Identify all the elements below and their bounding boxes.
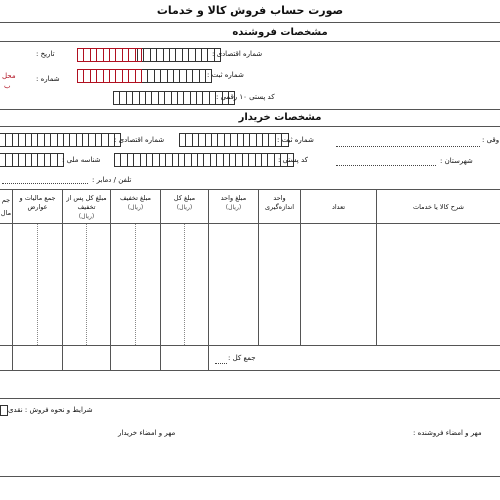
row-guide [135, 224, 136, 345]
buyer-postal-boxes[interactable] [115, 153, 294, 167]
row-guide [86, 224, 87, 345]
cash-checkbox[interactable] [0, 405, 8, 416]
header-final-a: جم [1, 196, 11, 204]
grand-total-line [215, 363, 227, 364]
legal-name-line [336, 146, 480, 147]
buyer-economic-no-label: شماره اقتصادی : [114, 136, 165, 144]
number-boxes[interactable] [78, 69, 142, 83]
row-guide [37, 224, 38, 345]
col-line [160, 189, 161, 370]
buyer-signature-label: مهر و امضاء خریدار [118, 429, 176, 437]
header-unit-price-text: مبلغ واحد [220, 194, 247, 202]
table-header-bottom [0, 223, 500, 224]
table-bottom [0, 370, 500, 371]
divider [0, 109, 500, 110]
currency-label: (ریال) [127, 204, 144, 211]
seller-postal-label: کد پستی ۱۰ رقمی : [216, 93, 275, 101]
col-line [208, 189, 209, 370]
seller-reg-no-label: شماره ثبت : [207, 71, 244, 79]
header-discount-text: مبلغ تخفیف [119, 194, 152, 202]
buyer-national-id-boxes[interactable] [0, 153, 64, 167]
table-body-bottom [0, 345, 500, 346]
date-label: تاریخ : [36, 50, 55, 58]
header-unit: واحد اندازه‌گیری [264, 194, 295, 211]
divider [0, 398, 500, 399]
seller-economic-no-boxes[interactable] [138, 48, 221, 62]
buyer-city-label: شهرستان : [440, 157, 473, 165]
city-line [336, 165, 436, 166]
header-after-discount [63, 194, 110, 221]
buyer-section-title: مشخصات خریدار [238, 112, 322, 123]
buyer-reg-no-label: شماره ثبت : [277, 136, 314, 144]
table-top [0, 189, 500, 190]
page-bottom-line [0, 476, 500, 477]
header-total-text: مبلغ کل [173, 194, 196, 202]
header-unit-price [209, 194, 258, 212]
header-discount [111, 194, 160, 212]
header-final-b: مال [0, 209, 12, 217]
grand-total-label: جمع کل : [228, 354, 256, 362]
header-tax [13, 194, 62, 212]
header-count: تعداد [331, 203, 346, 211]
header-tax-text: جمع مالیات و عوارض [19, 194, 56, 211]
buyer-phone-label: تلفن / دمابر : [92, 176, 132, 184]
divider [0, 22, 500, 23]
date-boxes[interactable] [78, 48, 142, 62]
currency-label: (ریال) [225, 204, 242, 211]
seller-signature-label: مهر و امضاء فروشنده : [413, 429, 482, 437]
row-guide [184, 224, 185, 345]
header-description: شرح کالا یا خدمات [412, 203, 464, 211]
buyer-reg-no-boxes[interactable] [180, 133, 289, 147]
stamp-text-1: محل [2, 72, 16, 80]
currency-label: (ریال) [176, 204, 193, 211]
seller-economic-no-label: شماره اقتصادی : [212, 50, 263, 58]
col-line [258, 189, 259, 345]
seller-section-title: مشخصات فروشنده [232, 27, 328, 38]
seller-reg-no-boxes[interactable] [142, 69, 212, 83]
invoice-title: صورت حساب فروش کالا و خدمات [156, 4, 344, 17]
col-line [300, 189, 301, 345]
phone-line [2, 183, 88, 184]
buyer-economic-no-boxes[interactable] [0, 133, 121, 147]
buyer-national-id-label: شناسه ملی : [62, 156, 101, 164]
header-total [161, 194, 208, 212]
divider [0, 41, 500, 42]
header-after-discount-text: مبلغ کل پس از تخفیف [66, 194, 107, 211]
stamp-text-2: ب [4, 82, 11, 90]
col-line [376, 189, 377, 345]
currency-label: (ریال) [78, 213, 95, 220]
col-line [12, 189, 13, 370]
divider [0, 126, 500, 127]
buyer-postal-label: کد پستی : [278, 156, 308, 164]
number-label: شماره : [36, 75, 60, 83]
sale-terms-label: شرایط و نحوه فروش : نقدی [8, 406, 93, 414]
buyer-name-label: وقی : [482, 136, 500, 144]
col-line [110, 189, 111, 370]
